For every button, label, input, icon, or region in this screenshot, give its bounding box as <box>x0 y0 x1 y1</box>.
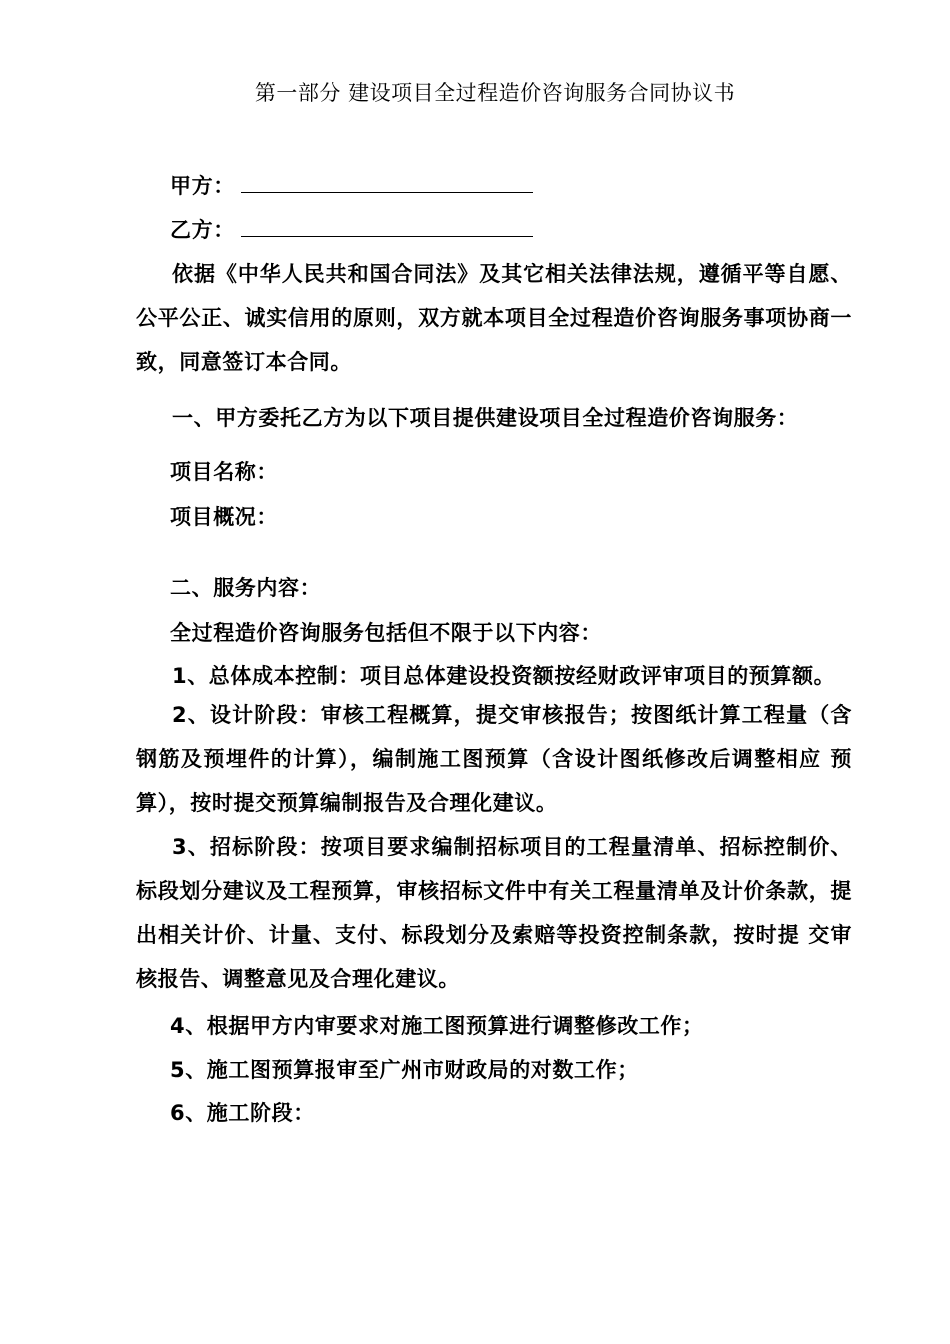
party-b-blank-line <box>241 218 533 237</box>
service-item-4: 4、根据甲方内审要求对施工图预算进行调整修改工作； <box>170 1014 704 1038</box>
service-item-5: 5、施工图预算报审至广州市财政局的对数工作； <box>170 1058 639 1082</box>
project-name-label: 项目名称： <box>170 460 278 484</box>
service-item-3: 3、招标阶段：按项目要求编制招标项目的工程量清单、招标控制价、标段划分建议及工程预算，审核招标文件中有关工程量清单及计价条款，提出相关计价、计量、支付、标段划分及索赔等投资控制条款，按时提 交审核报告、调整意见及合理化建议。 <box>136 835 852 991</box>
document-title: 第一部分 建设项目全过程造价咨询服务合同协议书 <box>254 81 736 105</box>
section1-heading: 一、甲方委托乙方为以下项目提供建设项目全过程造价咨询服务： <box>172 406 799 430</box>
service-item-1: 1、总体成本控制：项目总体建设投资额按经财政评审项目的预算额。 <box>172 664 836 688</box>
party-a-label: 甲方： <box>170 174 235 198</box>
party-b-label: 乙方： <box>170 218 235 242</box>
service-item-2: 2、设计阶段：审核工程概算，提交审核报告；按图纸计算工程量（含钢筋及预埋件的计算），编制施工图预算（含设计图纸修改后调整相应 预算），按时提交预算编制报告及合理化建议。 <box>136 703 852 815</box>
service-item-6: 6、施工阶段： <box>170 1101 315 1125</box>
section2-heading: 二、服务内容： <box>170 576 322 600</box>
project-overview-label: 项目概况： <box>170 505 278 529</box>
party-b-row <box>170 214 533 244</box>
service-intro: 全过程造价咨询服务包括但不限于以下内容： <box>170 621 602 645</box>
party-a-blank-line <box>241 174 533 193</box>
party-a-row <box>170 170 533 200</box>
preamble-paragraph: 依据《中华人民共和国合同法》及其它相关法律法规，遵循平等自愿、公平公正、诚实信用的原则，双方就本项目全过程造价咨询服务事项协商一致，同意签订本合同。 <box>136 262 852 374</box>
